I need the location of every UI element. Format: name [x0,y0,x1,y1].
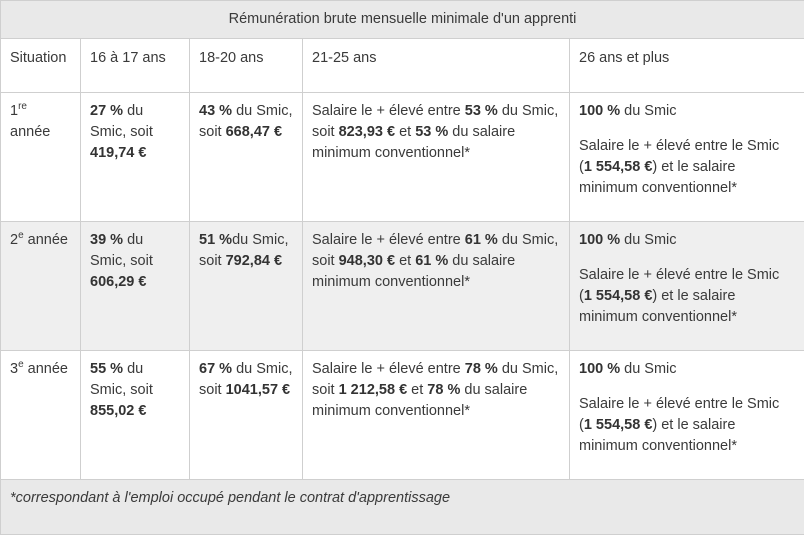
table-caption: Rémunération brute mensuelle minimale d'un apprenti [1,1,804,39]
cell-21-25: Salaire le + élevé entre 78 % du Smic, soit 1 212,58 € et 78 % du salaire minimum conventionnel* [303,351,570,480]
situation-cell: 1re année [1,93,81,222]
situation-cell: 2e année [1,222,81,351]
header-age-21-25: 21-25 ans [303,39,570,93]
cell-18-20: 43 % du Smic, soit 668,47 € [190,93,303,222]
header-age-18-20: 18-20 ans [190,39,303,93]
cell-16-17: 27 % du Smic, soit 419,74 € [81,93,190,222]
cell-16-17: 55 % du Smic, soit 855,02 € [81,351,190,480]
footnote-row [1,480,804,535]
header-situation: Situation [1,39,81,93]
table-row [1,222,804,351]
situation-cell: 3e année [1,351,81,480]
cell-16-17: 39 % du Smic, soit 606,29 € [81,222,190,351]
cell-26-plus: 100 % du Smic Salaire le + élevé entre le Smic (1 554,58 €) et le salaire minimum conventionnel* [570,222,804,351]
cell-18-20: 67 % du Smic, soit 1041,57 € [190,351,303,480]
cell-18-20: 51 %du Smic, soit 792,84 € [190,222,303,351]
cell-26-plus: 100 % du Smic Salaire le + élevé entre le Smic (1 554,58 €) et le salaire minimum conventionnel* [570,93,804,222]
header-age-16-17: 16 à 17 ans [81,39,190,93]
cell-21-25: Salaire le + élevé entre 61 % du Smic, soit 948,30 € et 61 % du salaire minimum conventionnel* [303,222,570,351]
cell-21-25: Salaire le + élevé entre 53 % du Smic, soit 823,93 € et 53 % du salaire minimum conventionnel* [303,93,570,222]
table-row [1,351,804,480]
header-age-26-plus: 26 ans et plus [570,39,804,93]
table-row [1,93,804,222]
footnote: *correspondant à l'emploi occupé pendant le contrat d'apprentissage [1,480,804,535]
header-row [1,39,804,93]
cell-26-plus: 100 % du Smic Salaire le + élevé entre le Smic (1 554,58 €) et le salaire minimum conventionnel* [570,351,804,480]
